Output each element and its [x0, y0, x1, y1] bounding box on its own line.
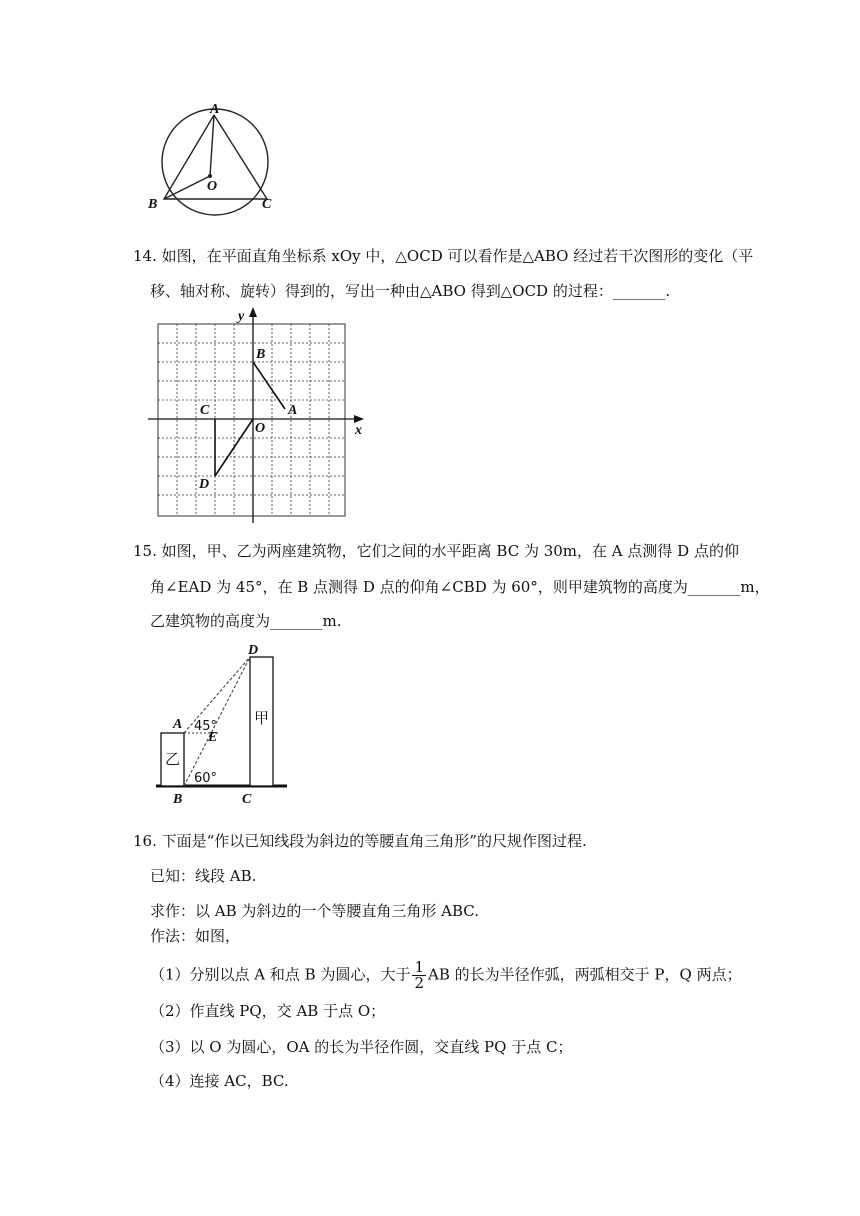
label-C: C: [200, 403, 210, 418]
label-B: B: [148, 197, 158, 212]
fraction-denominator: 2: [414, 974, 425, 992]
question-16-step-4: （4）连接 AC，BC.: [150, 1072, 289, 1090]
label-A: A: [288, 403, 298, 418]
label-E: E: [208, 730, 218, 745]
angle-60-label: 60°: [194, 771, 218, 786]
question-16-known: 已知：线段 AB.: [150, 867, 257, 885]
question-15-line-2: 角∠EAD 为 45°，在 B 点测得 D 点的仰角∠CBD 为 60°，则甲建筑物的高度为_______m，: [150, 578, 770, 596]
angle-45-label: 45°: [194, 719, 218, 734]
label-D: D: [199, 477, 210, 492]
question-16-find: 求作：以 AB 为斜边的一个等腰直角三角形 ABC.: [150, 902, 480, 920]
question-15-line-3: 乙建筑物的高度为_______m.: [150, 612, 342, 630]
figure-13-circle-triangle: [140, 100, 290, 220]
label-y: y: [238, 309, 245, 324]
label-B: B: [173, 792, 183, 807]
question-16-method: 作法：如图，: [150, 927, 241, 945]
building-yi-label: 乙: [165, 750, 181, 768]
question-14-line-2: 移、轴对称、旋转）得到的，写出一种由△ABO 得到△OCD 的过程：_______.: [150, 282, 671, 300]
question-16-step-1: [150, 960, 742, 991]
label-O: O: [207, 179, 218, 194]
step-1-text-after: AB 的长为半径作弧，两弧相交于 P，Q 两点；: [428, 965, 742, 984]
label-B: B: [256, 347, 266, 362]
step-1-text-before: （1）分别以点 A 和点 B 为圆心，大于: [150, 965, 411, 984]
building-jia-label: 甲: [254, 709, 270, 727]
figure-15-buildings: [150, 638, 295, 808]
question-16-step-3: （3）以 O 为圆心，OA 的长为半径作圆，交直线 PQ 于点 C；: [150, 1038, 573, 1056]
question-16-step-2: （2）作直线 PQ，交 AB 于点 O；: [150, 1002, 386, 1020]
label-D: D: [248, 643, 259, 658]
question-16-line-1: 16. 下面是“作以已知线段为斜边的等腰直角三角形”的尺规作图过程.: [133, 832, 587, 850]
label-O: O: [255, 421, 266, 436]
label-C: C: [262, 197, 272, 212]
figure-14-coordinate-grid: [140, 305, 370, 523]
fraction-numerator: 1: [414, 958, 425, 976]
fraction-one-half: [412, 960, 426, 991]
label-A: A: [173, 717, 183, 732]
label-A: A: [210, 102, 220, 117]
question-14-line-1: 14. 如图，在平面直角坐标系 xOy 中，△OCD 可以看作是△ABO 经过若干次图形的变化（平: [133, 247, 754, 265]
label-C: C: [242, 792, 252, 807]
question-15-line-1: 15. 如图，甲、乙为两座建筑物，它们之间的水平距离 BC 为 30m，在 A 点测得 D 点的仰: [133, 542, 739, 560]
label-x: x: [355, 423, 362, 438]
